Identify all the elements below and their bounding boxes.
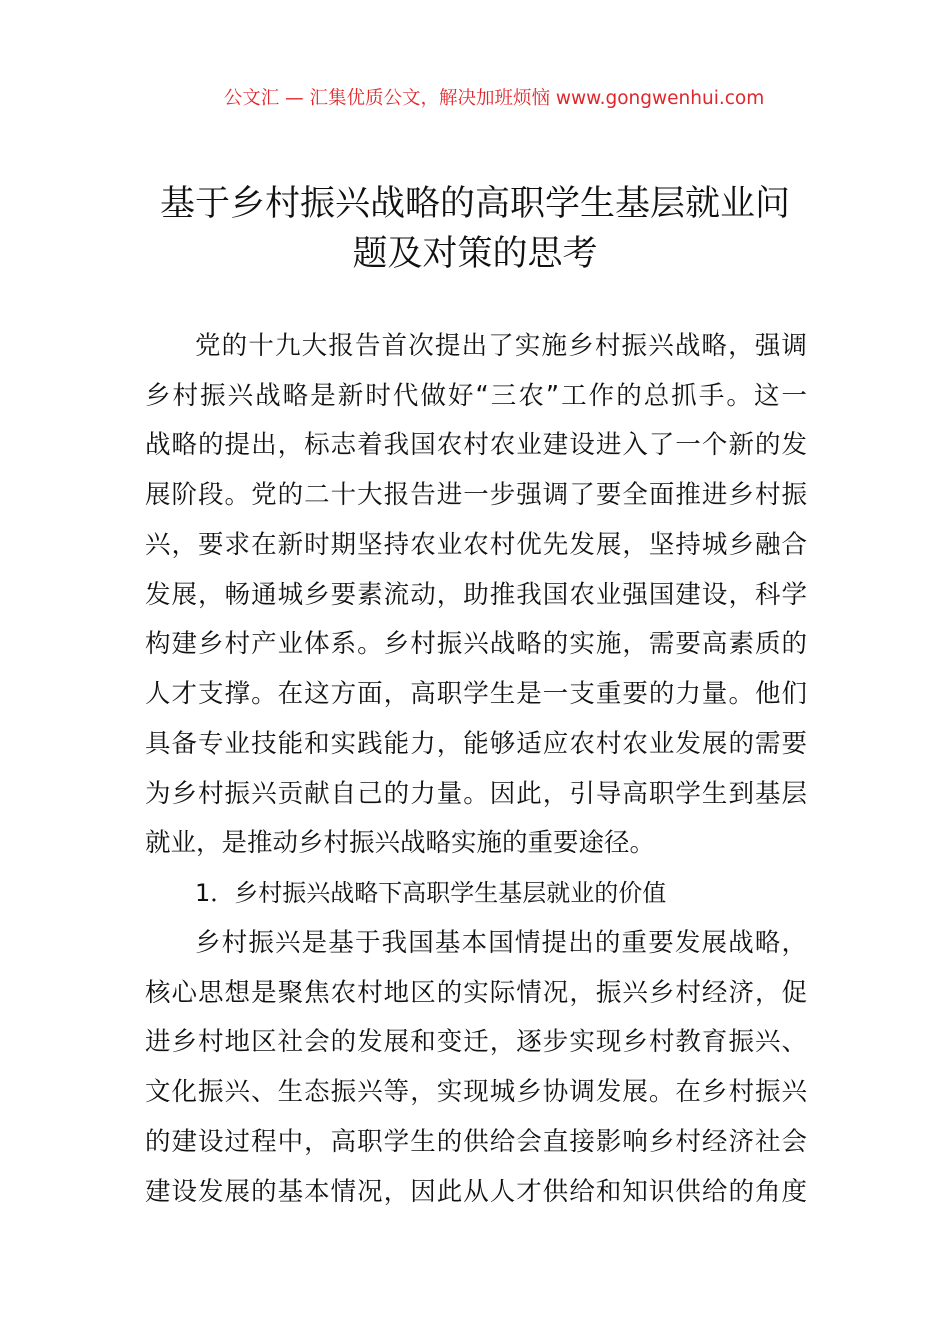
text-line: 具备专业技能和实践能力，能够适应农村农业发展的需要 <box>145 729 807 759</box>
text-line: 进乡村地区社会的发展和变迁，逐步实现乡村教育振兴、 <box>145 1027 807 1057</box>
text-line: 核心思想是聚焦农村地区的实际情况，振兴乡村经济，促 <box>145 978 807 1008</box>
text-line: 人才支撑。在这方面，高职学生是一支重要的力量。他们 <box>145 679 807 709</box>
text-line: 为乡村振兴贡献自己的力量。因此，引导高职学生到基层 <box>145 779 807 809</box>
text-line: 兴，要求在新时期坚持农业农村优先发展，坚持城乡融合 <box>145 530 807 560</box>
text-line: 发展，畅通城乡要素流动，助推我国农业强国建设，科学 <box>145 580 807 610</box>
section-heading: 1．乡村振兴战略下高职学生基层就业的价值 <box>195 879 667 907</box>
text-line: 战略的提出，标志着我国农村农业建设进入了一个新的发 <box>145 430 807 460</box>
text-line: 党的十九大报告首次提出了实施乡村振兴战略，强调 <box>195 331 807 361</box>
document-title-line: 基于乡村振兴战略的高职学生基层就业问 <box>159 184 790 224</box>
text-line: 就业，是推动乡村振兴战略实施的重要途径。 <box>145 828 656 858</box>
text-line: 乡村振兴战略是新时代做好“三农”工作的总抓手。这一 <box>145 381 807 411</box>
text-line: 的建设过程中，高职学生的供给会直接影响乡村经济社会 <box>145 1127 807 1157</box>
text-line: 展阶段。党的二十大报告进一步强调了要全面推进乡村振 <box>145 480 807 510</box>
text-line: 文化振兴、生态振兴等，实现城乡协调发展。在乡村振兴 <box>145 1077 807 1107</box>
text-line: 建设发展的基本情况，因此从人才供给和知识供给的角度 <box>145 1177 807 1207</box>
text-line: 乡村振兴是基于我国基本国情提出的重要发展战略， <box>195 928 807 958</box>
watermark-header: 公文汇 — 汇集优质公文，解决加班烦恼 www.gongwenhui.com <box>223 88 765 109</box>
document-title-line: 题及对策的思考 <box>352 234 598 274</box>
text-line: 构建乡村产业体系。乡村振兴战略的实施，需要高素质的 <box>145 629 807 659</box>
